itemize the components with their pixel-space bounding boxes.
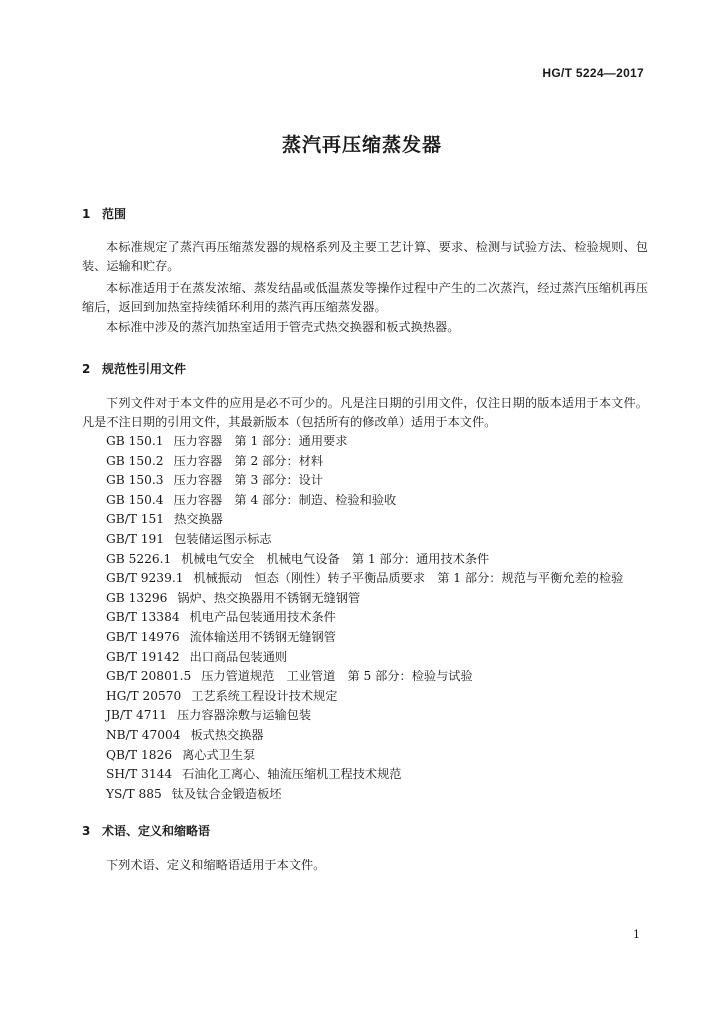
reference-title: 锅炉、热交换器用不锈钢无缝钢管 [177, 590, 361, 605]
reference-code: HG/T 20570 [106, 688, 182, 703]
reference-item [106, 550, 623, 570]
reference-title: 石油化工离心、轴流压缩机工程技术规范 [182, 767, 402, 782]
reference-item [106, 510, 623, 530]
reference-title: 工艺系统工程设计技术规定 [191, 688, 338, 703]
reference-code: JB/T 4711 [106, 708, 167, 723]
reference-title: 机械电气安全 机械电气设备 第 1 部分：通用技术条件 [181, 551, 490, 566]
reference-title: 机电产品包装通用技术条件 [189, 610, 336, 625]
reference-code: GB/T 9239.1 [106, 571, 184, 586]
reference-title: 包装储运图示标志 [174, 531, 272, 546]
reference-title: 板式热交换器 [190, 727, 264, 742]
reference-item [106, 687, 623, 707]
standard-code: HG/T 5224—2017 [542, 66, 644, 80]
section-1-paragraph-1: 本标准规定了蒸汽再压缩蒸发器的规格系列及主要工艺计算、要求、检测与试验方法、检验规则、包装、运输和贮存。 [82, 240, 648, 273]
reference-code: GB 13296 [106, 590, 168, 605]
section-2-number: 2 [82, 362, 91, 376]
reference-title: 压力容器涂敷与运输包装 [176, 708, 312, 723]
reference-title: 热交换器 [174, 512, 223, 527]
reference-code: SH/T 3144 [106, 767, 173, 782]
section-3-heading [82, 822, 210, 839]
reference-item [106, 452, 623, 472]
reference-title: 压力容器 第 2 部分：材料 [173, 453, 324, 468]
reference-code: QB/T 1826 [106, 747, 173, 762]
reference-code: GB 5226.1 [106, 551, 172, 566]
section-2-title: 规范性引用文件 [102, 362, 187, 376]
normative-reference-list [106, 432, 623, 804]
reference-code: GB/T 14976 [106, 629, 180, 644]
document-title: 蒸汽再压缩蒸发器 [281, 134, 442, 156]
reference-code: GB 150.2 [106, 453, 164, 468]
reference-code: GB 150.3 [106, 473, 164, 488]
section-1-paragraph-2: 本标准适用于在蒸发浓缩、蒸发结晶或低温蒸发等操作过程中产生的二次蒸汽，经过蒸汽压缩机再压缩后，返回到加热室持续循环利用的蒸汽再压缩蒸发器。 [82, 281, 648, 314]
reference-title: 压力容器 第 4 部分：制造、检验和验收 [173, 492, 397, 507]
reference-title: 压力容器 第 3 部分：设计 [173, 473, 324, 488]
reference-item [106, 785, 623, 805]
reference-item [106, 706, 623, 726]
reference-item [106, 471, 623, 491]
reference-item [106, 530, 623, 550]
reference-code: GB/T 191 [106, 531, 165, 546]
reference-title: 离心式卫生泵 [182, 747, 256, 762]
reference-item [106, 628, 623, 648]
reference-item [106, 667, 623, 687]
section-3-title: 术语、定义和缩略语 [102, 824, 211, 838]
reference-title: 出口商品包装通则 [189, 649, 288, 664]
section-1-paragraph-3: 本标准中涉及的蒸汽加热室适用于管壳式热交换器和板式换热器。 [106, 320, 460, 334]
section-2-paragraph-1: 下列文件对于本文件的应用是必不可少的。凡是注日期的引用文件，仅注日期的版本适用于本文件。凡是不注日期的引用文件，其最新版本（包括所有的修改单）适用于本文件。 [82, 396, 648, 429]
reference-code: GB/T 13384 [106, 610, 180, 625]
reference-code: YS/T 885 [106, 786, 162, 801]
reference-code: NB/T 47004 [106, 727, 181, 742]
reference-code: GB/T 20801.5 [106, 669, 192, 684]
reference-item [106, 569, 623, 589]
reference-code: GB/T 19142 [106, 649, 180, 664]
reference-code: GB 150.1 [106, 434, 164, 448]
reference-item [106, 648, 623, 668]
section-1-title: 范围 [102, 207, 127, 221]
reference-item [106, 746, 623, 766]
reference-item [106, 765, 623, 785]
reference-title: 流体输送用不锈钢无缝钢管 [189, 629, 336, 644]
reference-item [106, 432, 623, 452]
reference-title: 压力容器 第 1 部分：通用要求 [173, 434, 348, 448]
section-1-heading [82, 205, 126, 222]
reference-item [106, 589, 623, 609]
reference-title: 压力管道规范 工业管道 第 5 部分：检验与试验 [201, 669, 473, 684]
reference-item [106, 608, 623, 628]
reference-code: GB/T 151 [106, 512, 165, 527]
section-1-number: 1 [82, 207, 91, 221]
section-3-number: 3 [82, 824, 91, 838]
reference-code: GB 150.4 [106, 492, 164, 507]
reference-title: 机械振动 恒态（刚性）转子平衡品质要求 第 1 部分：规范与平衡允差的检验 [193, 571, 624, 586]
section-2-heading [82, 360, 186, 377]
page-number: 1 [633, 928, 640, 941]
reference-item [106, 491, 623, 511]
section-3-paragraph-1: 下列术语、定义和缩略语适用于本文件。 [106, 858, 326, 872]
reference-title: 钛及钛合金锻造板坯 [171, 786, 282, 801]
reference-item [106, 726, 623, 746]
